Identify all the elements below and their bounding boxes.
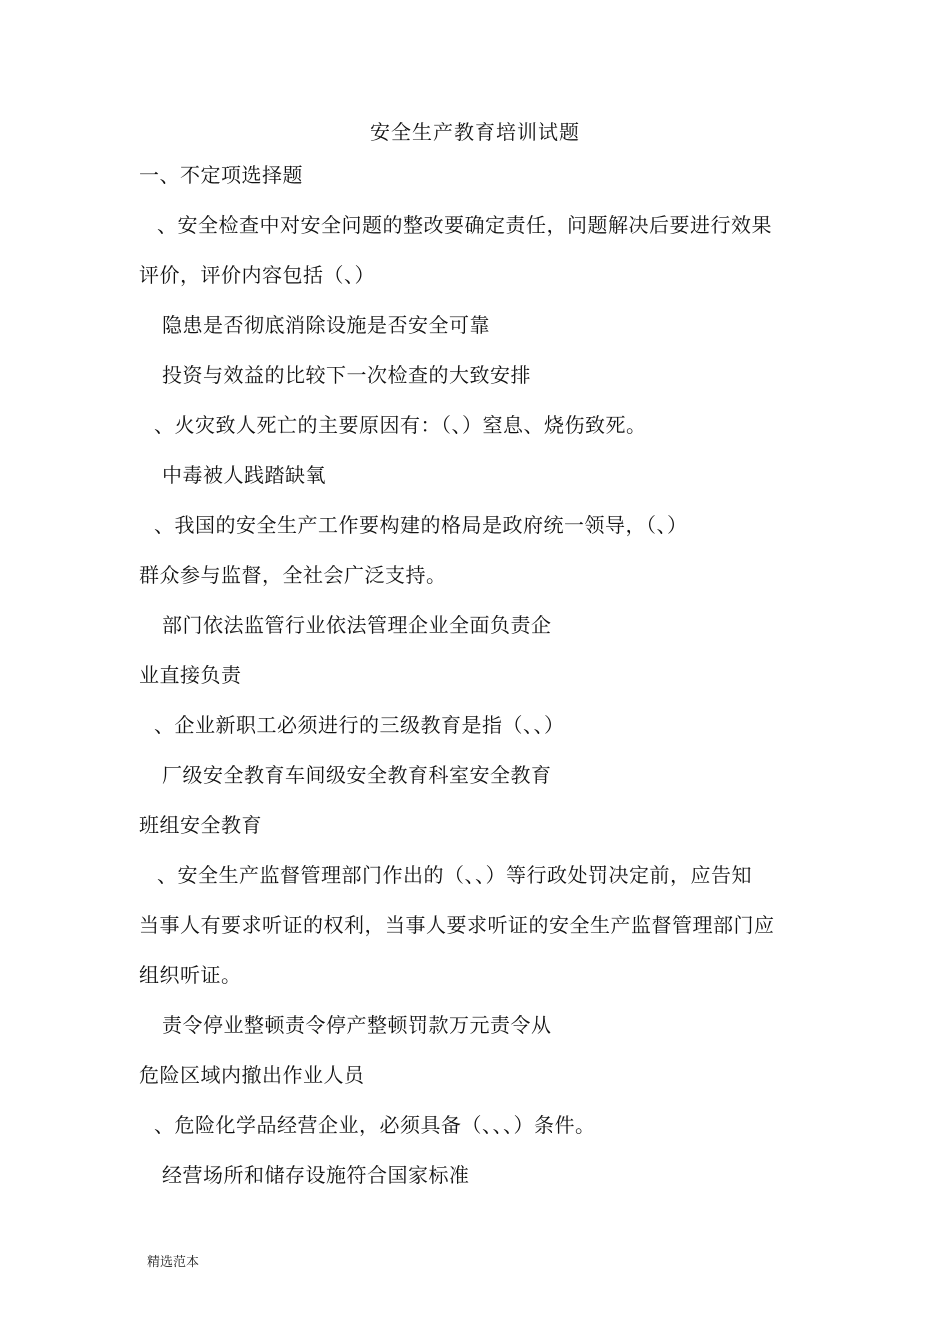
question-4-options-1: 厂级安全教育车间级安全教育科室安全教育 (162, 763, 552, 787)
document-title: 安全生产教育培训试题 (370, 120, 580, 144)
question-2-line-1: 、火灾致人死亡的主要原因有：（、）窒息、烧伤致死。 (154, 413, 647, 437)
question-5-line-2: 当事人有要求听证的权利，当事人要求听证的安全生产监督管理部门应 (139, 913, 775, 937)
question-5-options-2: 危险区域内撤出作业人员 (139, 1063, 365, 1087)
question-3-options-2: 业直接负责 (139, 663, 242, 687)
question-5-options-1: 责令停业整顿责令停产整顿罚款万元责令从 (162, 1013, 552, 1037)
question-1-line-1: 、安全检查中对安全问题的整改要确定责任，问题解决后要进行效果 (157, 213, 772, 237)
question-5-line-3: 组织听证。 (139, 963, 242, 987)
question-1-options-1: 隐患是否彻底消除设施是否安全可靠 (162, 313, 490, 337)
question-1-options-2: 投资与效益的比较下一次检查的大致安排 (162, 363, 531, 387)
section-heading: 一、不定项选择题 (139, 163, 303, 187)
question-6-options: 经营场所和储存设施符合国家标准 (162, 1163, 470, 1187)
question-6-line-1: 、危险化学品经营企业，必须具备（、、、）条件。 (154, 1113, 596, 1137)
question-5-line-1: 、安全生产监督管理部门作出的（、、）等行政处罚决定前，应告知 (157, 863, 752, 887)
question-3-options-1: 部门依法监管行业依法管理企业全面负责企 (162, 613, 552, 637)
question-4-line-1: 、企业新职工必须进行的三级教育是指（、、） (154, 713, 565, 737)
question-3-line-1: 、我国的安全生产工作要构建的格局是政府统一领导，（、） (154, 513, 688, 537)
question-3-line-2: 群众参与监督，全社会广泛支持。 (139, 563, 447, 587)
question-1-line-2: 评价，评价内容包括（、） (139, 263, 375, 287)
question-2-options: 中毒被人践踏缺氧 (162, 463, 326, 487)
question-4-options-2: 班组安全教育 (139, 813, 262, 837)
footer-note: 精选范本 (147, 1255, 200, 1270)
